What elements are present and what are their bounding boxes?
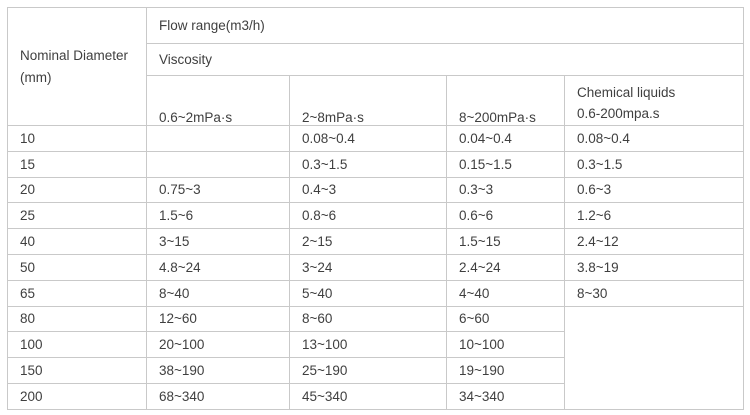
diameter-cell: 20 xyxy=(8,177,147,203)
table-row xyxy=(8,254,744,280)
chemical-liquids-header-line2: 0.6-200mpa.s xyxy=(577,106,660,122)
diameter-cell: 40 xyxy=(8,229,147,255)
viscosity-header: Viscosity xyxy=(147,44,744,76)
table-row xyxy=(8,203,744,229)
table-row xyxy=(8,229,744,255)
table-row xyxy=(8,177,744,203)
chemical-value-merged-cell xyxy=(565,306,744,409)
flow-value-cell: 0.3~3 xyxy=(447,177,565,203)
diameter-cell: 150 xyxy=(8,358,147,384)
table-row xyxy=(8,151,744,177)
flow-value-cell: 3~24 xyxy=(290,254,447,280)
chemical-value-cell: 3.8~19 xyxy=(565,254,744,280)
table-row xyxy=(8,280,744,306)
diameter-cell: 50 xyxy=(8,254,147,280)
chemical-value-cell: 0.3~1.5 xyxy=(565,151,744,177)
flow-range-spec-table xyxy=(7,7,744,410)
flow-value-cell: 0.8~6 xyxy=(290,203,447,229)
chemical-liquids-header-line1: Chemical liquids xyxy=(577,84,676,100)
chemical-value-cell: 0.6~3 xyxy=(565,177,744,203)
table-row xyxy=(8,306,744,332)
flow-value-cell: 6~60 xyxy=(447,306,565,332)
flow-value-cell: 0.4~3 xyxy=(290,177,447,203)
flow-value-cell: 19~190 xyxy=(447,358,565,384)
flow-value-cell: 0.08~0.4 xyxy=(290,126,447,152)
chemical-value-cell: 0.08~0.4 xyxy=(565,126,744,152)
nominal-diameter-header xyxy=(8,8,147,126)
flow-value-cell: 3~15 xyxy=(147,229,290,255)
flow-value-cell: 4~40 xyxy=(447,280,565,306)
flow-value-cell: 1.5~15 xyxy=(447,229,565,255)
flow-value-cell: 4.8~24 xyxy=(147,254,290,280)
viscosity-col-header-2: 2~8mPa·s xyxy=(290,76,447,126)
diameter-cell: 65 xyxy=(8,280,147,306)
diameter-cell: 200 xyxy=(8,383,147,409)
viscosity-col-header-1: 0.6~2mPa·s xyxy=(147,76,290,126)
flow-value-cell: 0.15~1.5 xyxy=(447,151,565,177)
flow-value-cell: 38~190 xyxy=(147,358,290,384)
flow-value-cell: 0.75~3 xyxy=(147,177,290,203)
viscosity-col-header-3: 8~200mPa·s xyxy=(447,76,565,126)
diameter-cell: 15 xyxy=(8,151,147,177)
flow-value-cell xyxy=(147,151,290,177)
flow-range-header: Flow range(m3/h) xyxy=(147,8,744,44)
flow-value-cell: 25~190 xyxy=(290,358,447,384)
diameter-cell: 25 xyxy=(8,203,147,229)
flow-value-cell: 0.04~0.4 xyxy=(447,126,565,152)
flow-value-cell: 5~40 xyxy=(290,280,447,306)
diameter-cell: 10 xyxy=(8,126,147,152)
diameter-cell: 100 xyxy=(8,332,147,358)
table-row xyxy=(8,126,744,152)
nominal-diameter-header-line2: (mm) xyxy=(20,69,52,85)
table-row xyxy=(8,8,744,44)
flow-value-cell: 8~40 xyxy=(147,280,290,306)
chemical-liquids-header xyxy=(565,76,744,126)
flow-value-cell: 13~100 xyxy=(290,332,447,358)
flow-value-cell: 34~340 xyxy=(447,383,565,409)
flow-value-cell: 0.6~6 xyxy=(447,203,565,229)
flow-value-cell: 12~60 xyxy=(147,306,290,332)
flow-value-cell: 2~15 xyxy=(290,229,447,255)
flow-value-cell: 2.4~24 xyxy=(447,254,565,280)
flow-value-cell: 20~100 xyxy=(147,332,290,358)
nominal-diameter-header-line1: Nominal Diameter xyxy=(20,47,129,63)
flow-value-cell: 45~340 xyxy=(290,383,447,409)
diameter-cell: 80 xyxy=(8,306,147,332)
flow-value-cell: 1.5~6 xyxy=(147,203,290,229)
chemical-value-cell: 8~30 xyxy=(565,280,744,306)
flow-value-cell: 8~60 xyxy=(290,306,447,332)
flow-value-cell: 0.3~1.5 xyxy=(290,151,447,177)
flow-value-cell: 10~100 xyxy=(447,332,565,358)
flow-value-cell xyxy=(147,126,290,152)
chemical-value-cell: 1.2~6 xyxy=(565,203,744,229)
chemical-value-cell: 2.4~12 xyxy=(565,229,744,255)
flow-value-cell: 68~340 xyxy=(147,383,290,409)
